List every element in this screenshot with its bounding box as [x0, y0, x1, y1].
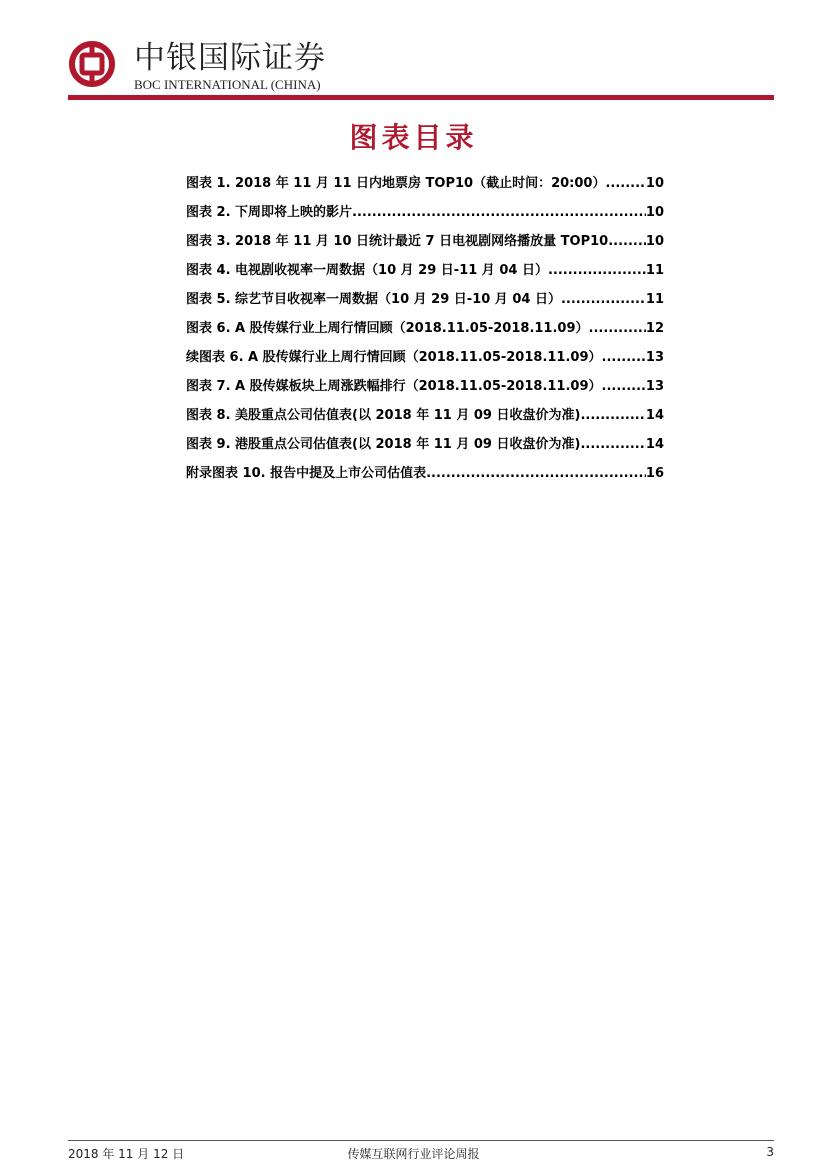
toc-entry-page[interactable]: 14 [645, 437, 664, 452]
brand-name-cn: 中银国际证券 [134, 40, 326, 76]
toc-entry-text[interactable]: 图表 2. 下周即将上映的影片 [186, 205, 353, 220]
toc-entry-text[interactable]: 附录图表 10. 报告中提及上市公司估值表 [186, 466, 427, 481]
boc-logo-icon [68, 40, 116, 88]
toc-entry[interactable] [186, 201, 664, 230]
toc-entry[interactable] [186, 317, 664, 346]
toc-entry-page[interactable]: 11 [645, 263, 664, 278]
toc-entry[interactable] [186, 404, 664, 433]
toc-entry[interactable] [186, 259, 664, 288]
toc-entry[interactable] [186, 288, 664, 317]
toc-leader-dots [605, 172, 645, 196]
toc-entry-page[interactable]: 10 [645, 205, 664, 220]
toc-entry[interactable] [186, 375, 664, 404]
toc-leader-dots [602, 375, 646, 399]
toc-entry-page[interactable]: 13 [645, 379, 664, 394]
toc-leader-dots [580, 433, 645, 457]
toc-entry-text[interactable]: 图表 5. 综艺节目收视率一周数据（10 月 29 日-10 月 04 日） [186, 292, 561, 307]
toc-leader-dots [608, 230, 646, 254]
toc-entry[interactable] [186, 230, 664, 259]
toc-entry[interactable] [186, 346, 664, 375]
toc-entry-text[interactable]: 图表 3. 2018 年 11 月 10 日统计最近 7 日电视剧网络播放量 TOP10 [186, 234, 609, 249]
toc-entry-page[interactable]: 14 [645, 408, 664, 423]
footer-date: 2018 年 11 月 12 日 [68, 1147, 185, 1161]
toc-entry-text[interactable]: 图表 8. 美股重点公司估值表(以 2018 年 11 月 09 日收盘价为准) [186, 408, 581, 423]
toc-entry-page[interactable]: 16 [645, 466, 664, 481]
toc-leader-dots [602, 346, 646, 370]
footer-divider [68, 1140, 774, 1141]
toc-entry-page[interactable]: 13 [645, 350, 664, 365]
toc-leader-dots [548, 259, 646, 283]
toc-title: 图表目录 [349, 121, 478, 154]
toc-leader-dots [352, 201, 646, 225]
toc-leader-dots [426, 462, 646, 486]
toc-entry-page[interactable]: 12 [645, 321, 664, 336]
toc-entry-text[interactable]: 图表 9. 港股重点公司估值表(以 2018 年 11 月 09 日收盘价为准) [186, 437, 581, 452]
toc-leader-dots [580, 404, 645, 428]
toc-entry-text[interactable]: 续图表 6. A 股传媒行业上周行情回顾（2018.11.05-2018.11.09） [186, 350, 602, 365]
toc-entry-page[interactable]: 10 [645, 234, 664, 249]
toc-entry-page[interactable]: 11 [645, 292, 664, 307]
toc-entry[interactable] [186, 172, 664, 201]
brand-name-en: BOC INTERNATIONAL (CHINA) [134, 77, 321, 92]
footer-report-title: 传媒互联网行业评论周报 [347, 1147, 480, 1161]
toc-entry-text[interactable]: 图表 1. 2018 年 11 月 11 日内地票房 TOP10（截止时间：20:00） [186, 176, 606, 191]
toc-entry-page[interactable]: 10 [645, 176, 664, 191]
toc-leader-dots [589, 317, 646, 341]
toc-entry-text[interactable]: 图表 4. 电视剧收视率一周数据（10 月 29 日-11 月 04 日） [186, 263, 548, 278]
toc-entry-text[interactable]: 图表 6. A 股传媒行业上周行情回顾（2018.11.05-2018.11.09） [186, 321, 589, 336]
toc-list [186, 172, 664, 491]
footer-page-number: 3 [766, 1145, 774, 1159]
toc-leader-dots [561, 288, 646, 312]
toc-entry-text[interactable]: 图表 7. A 股传媒板块上周涨跌幅排行（2018.11.05-2018.11.09） [186, 379, 602, 394]
toc-entry[interactable] [186, 462, 664, 491]
header-divider [68, 95, 774, 100]
toc-entry[interactable] [186, 433, 664, 462]
